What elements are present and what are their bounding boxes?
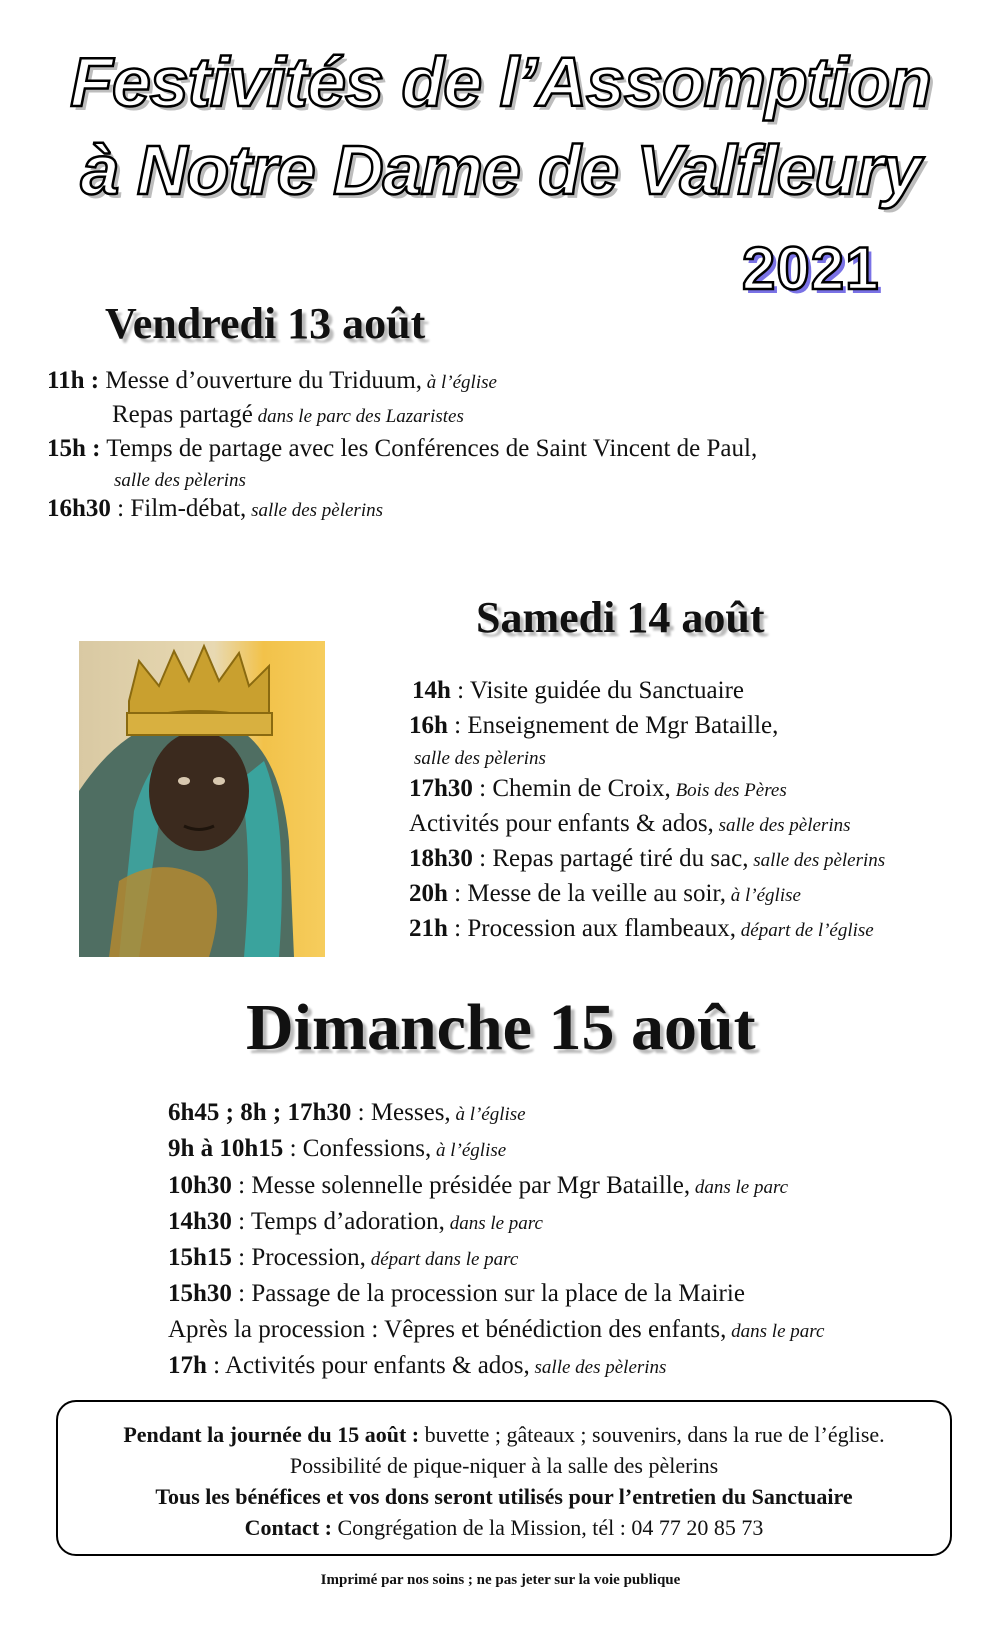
schedule-item: 10h30 : Messe solennelle présidée par Mgr Bataille, dans le parc — [168, 1172, 789, 1199]
schedule-item: 16h30 : Film-débat, salle des pèlerins — [47, 495, 383, 522]
schedule-item: 18h30 : Repas partagé tiré du sac, salle des pèlerins — [409, 845, 886, 872]
schedule-item: Repas partagé dans le parc des Lazaristes — [112, 401, 464, 428]
info-line-2: Possibilité de pique-niquer à la salle des pèlerins — [289, 1453, 719, 1478]
saturday-heading: Samedi 14 août — [476, 593, 765, 642]
schedule-item: 9h à 10h15 : Confessions, à l’église — [168, 1135, 507, 1162]
info-line-3: Tous les bénéfices et vos dons seront utilisés pour l’entretien du Sanctuaire — [155, 1484, 853, 1509]
schedule-item-place: salle des pèlerins — [114, 470, 246, 491]
schedule-item: 14h30 : Temps d’adoration, dans le parc — [168, 1208, 543, 1235]
title-line-2: à Notre Dame de Valfleury — [80, 131, 921, 209]
footer-note: Imprimé par nos soins ; ne pas jeter sur la voie publique — [320, 1572, 681, 1588]
schedule-item: 15h15 : Procession, départ dans le parc — [168, 1244, 519, 1271]
statue-illustration — [79, 641, 325, 957]
title-line-1: Festivités de l’Assomption — [70, 43, 931, 121]
schedule-item: Activités pour enfants & ados, salle des pèlerins — [409, 810, 851, 837]
info-line-1: Pendant la journée du 15 août : buvette ; gâteaux ; souvenirs, dans la rue de l’église. — [123, 1422, 885, 1447]
schedule-item: 15h : Temps de partage avec les Conférences de Saint Vincent de Paul, — [47, 435, 758, 462]
friday-heading: Vendredi 13 août — [105, 299, 426, 348]
schedule-item: 21h : Procession aux flambeaux, départ de l’église — [409, 915, 874, 942]
sunday-heading: Dimanche 15 août — [246, 991, 756, 1064]
info-box — [56, 1400, 952, 1556]
schedule-item: 14h : Visite guidée du Sanctuaire — [412, 677, 745, 704]
schedule-item: 11h : Messe d’ouverture du Triduum, à l’église — [47, 367, 497, 394]
virgin-statue-image — [79, 641, 325, 957]
schedule-item: 20h : Messe de la veille au soir, à l’église — [409, 880, 801, 907]
year: 2021 — [742, 235, 880, 302]
schedule-item-place: salle des pèlerins — [414, 748, 546, 769]
schedule-item: 17h30 : Chemin de Croix, Bois des Pères — [409, 775, 787, 802]
schedule-item: Après la procession : Vêpres et bénédiction des enfants, dans le parc — [168, 1316, 825, 1343]
info-line-4: Contact : Congrégation de la Mission, tél : 04 77 20 85 73 — [244, 1515, 764, 1540]
schedule-item: 17h : Activités pour enfants & ados, salle des pèlerins — [168, 1352, 667, 1379]
schedule-item: 16h : Enseignement de Mgr Bataille, — [409, 712, 779, 739]
schedule-item: 6h45 ; 8h ; 17h30 : Messes, à l’église — [168, 1099, 526, 1126]
schedule-item: 15h30 : Passage de la procession sur la place de la Mairie — [168, 1280, 745, 1307]
